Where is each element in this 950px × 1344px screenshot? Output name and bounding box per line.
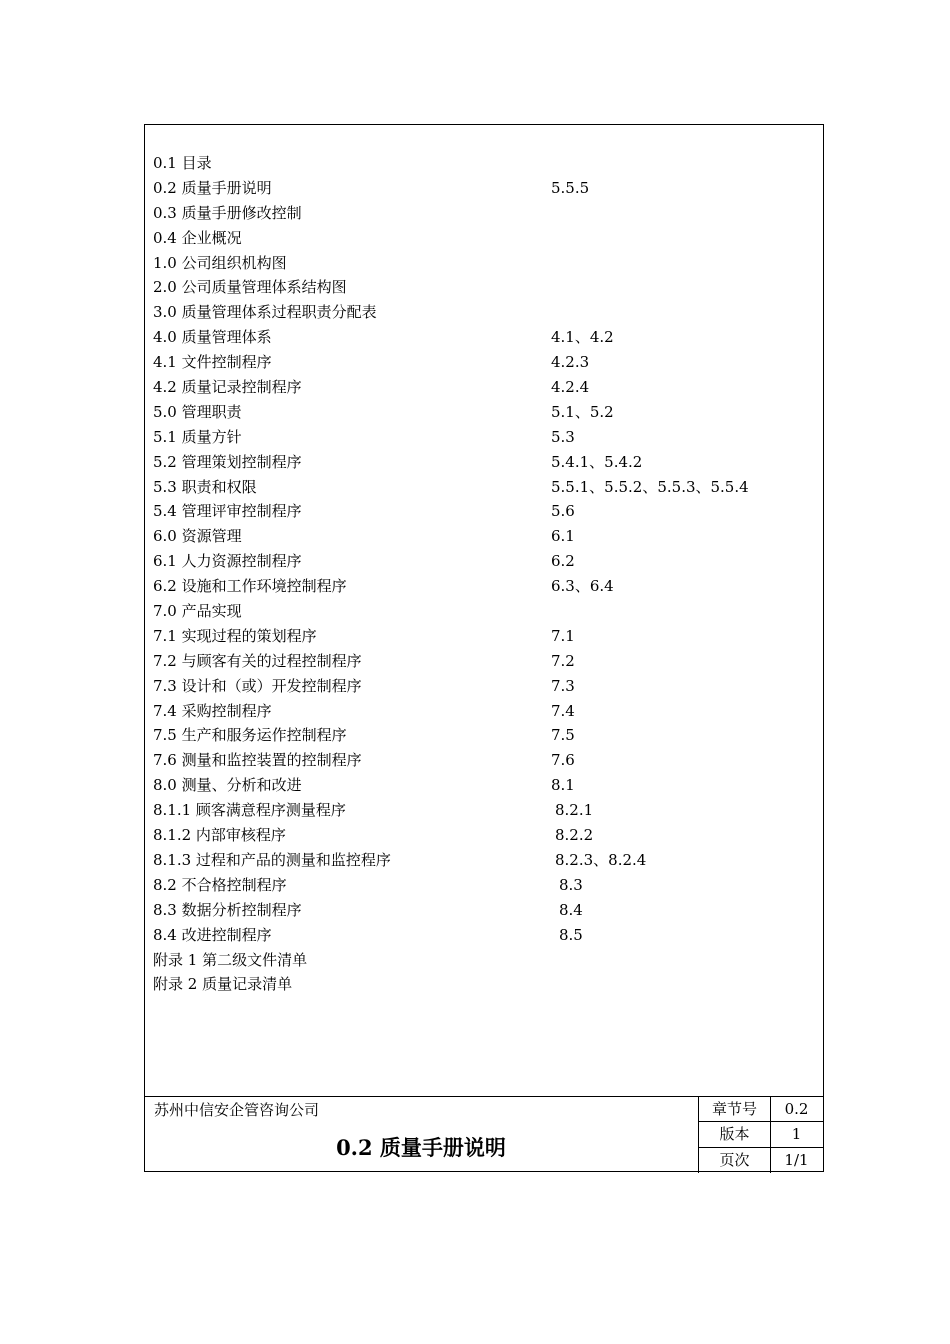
- toc-entry-clause: 5.3: [551, 427, 575, 446]
- meta-label: 版本: [699, 1122, 771, 1146]
- toc-entry: [153, 972, 813, 997]
- meta-row-page: [699, 1148, 823, 1173]
- toc-entry-title: 8.4 改进控制程序: [153, 925, 272, 944]
- toc-entry: [153, 400, 813, 425]
- toc-entry-title: 7.0 产品实现: [153, 602, 242, 621]
- toc-entry-title: 7.3 设计和（或）开发控制程序: [153, 676, 362, 695]
- document-meta-table: [698, 1097, 823, 1173]
- toc-entry: [153, 923, 813, 948]
- toc-entry-title: 4.1 文件控制程序: [153, 353, 272, 372]
- toc-entry: [153, 848, 813, 873]
- toc-entry-clause: 5.5.5: [551, 178, 590, 197]
- toc-entry-title: 6.0 资源管理: [153, 527, 242, 546]
- toc-entry-clause: 7.6: [551, 751, 575, 770]
- toc-entry-clause: 5.5.1、5.5.2、5.5.3、5.5.4: [551, 477, 749, 496]
- meta-row-section: [699, 1097, 823, 1122]
- table-of-contents: [153, 151, 813, 997]
- toc-entry: [153, 325, 813, 350]
- toc-entry-title: 8.1.1 顾客满意程序测量程序: [153, 801, 346, 820]
- toc-entry-title: 1.0 公司组织机构图: [153, 253, 287, 272]
- toc-entry: [153, 948, 813, 973]
- toc-entry: [153, 300, 813, 325]
- toc-entry-clause: 7.5: [551, 726, 575, 745]
- toc-entry-title: 5.0 管理职责: [153, 402, 242, 421]
- toc-entry: [153, 475, 813, 500]
- meta-value: 0.2: [784, 1100, 809, 1118]
- toc-entry-title: 0.4 企业概况: [153, 228, 242, 247]
- toc-entry: [153, 574, 813, 599]
- toc-entry-title: 附录 1 第二级文件清单: [153, 950, 308, 969]
- toc-entry-clause: 7.2: [551, 651, 575, 670]
- toc-entry: [153, 275, 813, 300]
- toc-entry: [153, 898, 813, 923]
- toc-entry: [153, 350, 813, 375]
- toc-entry: [153, 176, 813, 201]
- toc-entry: [153, 624, 813, 649]
- document-frame: [144, 124, 824, 1172]
- toc-entry-clause: 6.1: [551, 527, 575, 546]
- toc-entry: [153, 201, 813, 226]
- toc-entry-title: 6.2 设施和工作环境控制程序: [153, 577, 347, 596]
- toc-entry: [153, 450, 813, 475]
- toc-entry-clause: 4.2.3: [551, 353, 590, 372]
- toc-entry-clause: 7.1: [551, 626, 575, 645]
- meta-label: 章节号: [699, 1097, 771, 1121]
- toc-entry-title: 5.3 职责和权限: [153, 477, 257, 496]
- document-title: 0.2 质量手册说明: [336, 1135, 506, 1160]
- toc-entry-clause: 5.6: [551, 502, 575, 521]
- meta-value: 1: [791, 1125, 802, 1144]
- toc-entry: [153, 151, 813, 176]
- toc-entry-title: 5.2 管理策划控制程序: [153, 452, 302, 471]
- toc-entry-title: 8.2 不合格控制程序: [153, 875, 287, 894]
- toc-entry-title: 4.0 质量管理体系: [153, 328, 272, 347]
- toc-entry-clause: 6.3、6.4: [551, 577, 614, 596]
- toc-entry: [153, 499, 813, 524]
- toc-entry: [153, 649, 813, 674]
- toc-entry-title: 8.3 数据分析控制程序: [153, 900, 302, 919]
- toc-entry-title: 附录 2 质量记录清单: [153, 975, 293, 994]
- toc-entry-title: 3.0 质量管理体系过程职责分配表: [153, 303, 377, 322]
- toc-entry-title: 7.5 生产和服务运作控制程序: [153, 726, 347, 745]
- toc-entry-title: 8.1.3 过程和产品的测量和监控程序: [153, 850, 391, 869]
- toc-entry-clause: 5.1、5.2: [551, 402, 614, 421]
- toc-entry-title: 7.4 采购控制程序: [153, 701, 272, 720]
- toc-entry: [153, 524, 813, 549]
- toc-entry-clause: 4.1、4.2: [551, 328, 614, 347]
- toc-entry: [153, 873, 813, 898]
- document-footer: [145, 1096, 823, 1173]
- toc-entry-clause: 7.3: [551, 676, 575, 695]
- toc-entry: [153, 599, 813, 624]
- toc-entry-clause: 8.1: [551, 776, 575, 795]
- toc-entry-clause: 8.2.3、8.2.4: [555, 850, 647, 869]
- toc-entry-title: 6.1 人力资源控制程序: [153, 552, 302, 571]
- meta-label: 页次: [699, 1148, 771, 1173]
- toc-entry-clause: 8.2.2: [555, 826, 594, 845]
- toc-entry-title: 8.0 测量、分析和改进: [153, 776, 302, 795]
- meta-row-version: [699, 1122, 823, 1147]
- toc-entry: [153, 773, 813, 798]
- toc-entry: [153, 375, 813, 400]
- toc-entry: [153, 226, 813, 251]
- toc-entry: [153, 748, 813, 773]
- toc-entry-title: 0.2 质量手册说明: [153, 178, 272, 197]
- toc-entry-clause: 8.2.1: [555, 801, 594, 820]
- toc-entry-clause: 5.4.1、5.4.2: [551, 452, 643, 471]
- toc-entry: [153, 699, 813, 724]
- toc-entry-title: 7.6 测量和监控装置的控制程序: [153, 751, 362, 770]
- toc-entry-title: 7.2 与顾客有关的过程控制程序: [153, 651, 362, 670]
- toc-entry-clause: 8.4: [559, 900, 583, 919]
- toc-entry: [153, 723, 813, 748]
- toc-entry-clause: 8.5: [559, 925, 583, 944]
- toc-entry-title: 4.2 质量记录控制程序: [153, 378, 302, 397]
- toc-entry-title: 7.1 实现过程的策划程序: [153, 626, 317, 645]
- toc-entry: [153, 823, 813, 848]
- toc-entry-clause: 6.2: [551, 552, 575, 571]
- toc-entry-clause: 4.2.4: [551, 378, 590, 397]
- toc-entry: [153, 425, 813, 450]
- company-name: 苏州中信安企管咨询公司: [154, 1101, 320, 1119]
- toc-entry-clause: 8.3: [559, 875, 583, 894]
- toc-entry-title: 2.0 公司质量管理体系结构图: [153, 278, 347, 297]
- toc-entry: [153, 251, 813, 276]
- toc-entry-title: 0.1 目录: [153, 154, 212, 172]
- toc-entry: [153, 674, 813, 699]
- toc-entry: [153, 549, 813, 574]
- toc-entry-title: 5.1 质量方针: [153, 427, 242, 446]
- meta-value: 1/1: [784, 1150, 809, 1169]
- toc-entry-clause: 7.4: [551, 701, 575, 720]
- toc-entry-title: 8.1.2 内部审核程序: [153, 826, 286, 845]
- toc-entry: [153, 798, 813, 823]
- toc-entry-title: 5.4 管理评审控制程序: [153, 502, 302, 521]
- toc-entry-title: 0.3 质量手册修改控制: [153, 203, 302, 222]
